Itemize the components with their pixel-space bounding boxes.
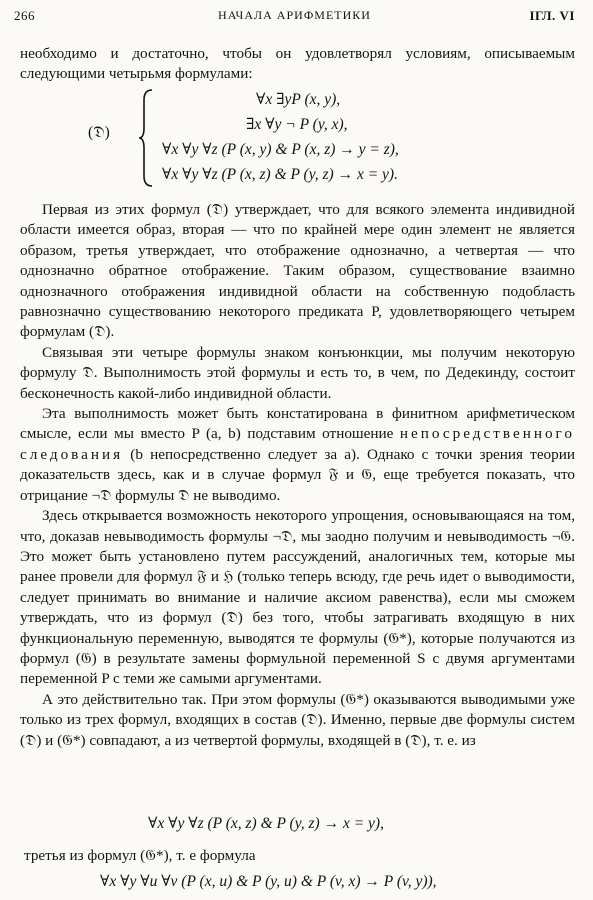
intro-paragraph: необходимо и достаточно, чтобы он удовлетворял условиям, описываемым следующими четырьмя формулами: [20,45,575,83]
running-title: НАЧАЛА АРИФМЕТИКИ [218,8,371,22]
paragraph-3-before: Эта выполнимость может быть констатирована в финитном арифметическом смысле, если мы вместо P (a, b) подставим отношение [20,405,575,443]
formula-line-2: ∀x ∀y ∀u ∀v (P (x, u) & P (y, u) & P (v, x) → P (v, y)), [100,873,437,890]
system-label: (𝔇) [88,124,110,141]
paragraph-3-after: (b непосредственно следует за a). Однако с точки зрения теории доказательств здесь, как и в случае формул 𝔉 и 𝔊, еще требуется показать, что отрицание ¬𝔇 формулы 𝔇 не выводимо. [20,445,575,504]
connector-text: третья из формул (𝔊*), т. е формула [24,847,256,864]
system-formula-3: ∀x ∀y ∀z (P (x, y) & P (x, z) → y = z), [162,141,399,158]
paragraph-1: Первая из этих формул (𝔇) утверждает, что для всякого элемента индивидной области имеется образ, вторая — что по крайней мере один элемент не является образом, третья утверждает, что отображение однозначно, а четвертая — что однозначно обратное отображение. Таким образом, существование взаимно однозначного отображения индивидной области на собственную подобласть равнозначно существованию некоторого предиката P, удовлетворяющего четырем формулам (𝔇). [20,201,575,341]
page-number: 266 [14,8,35,23]
formula-line-1: ∀x ∀y ∀z (P (x, z) & P (y, z) → x = y), [148,815,384,832]
connector-line [20,846,575,866]
left-brace-icon [138,88,154,188]
paragraph-4: Здесь открывается возможность некоторого упрощения, основывающаяся на том, что, доказав невыводимость формулы ¬𝔇, мы заодно получим и невыводимость ¬𝔊. Это может быть установлено путем рассуждений, аналогичных тем, которые мы ранее провели для формул 𝔉 и ℌ (только теперь всюду, где речь идет о выводимости, следует принимать во внимание и наличие аксиом равенства), если мы сможем утверждать, что из формул (𝔇) без того, чтобы затрагивать входящую в них функциональную переменную, выводятся те формулы (𝔊*), которые получаются из формул (𝔊) в результате замены формульной переменной S с двумя аргументами переменной P с теми же самыми аргументами. [20,507,575,688]
system-formula-2: ∃x ∀y ¬ P (y, x), [246,116,348,133]
chapter-marker: ΙГЛ. VI [529,8,575,23]
paragraph-5: А это действительно так. При этом формулы (𝔊*) оказываются выводимыми уже только из трех формул, входящих в состав (𝔇). Именно, первые две формулы систем (𝔇) и (𝔊*) совпадают, а из четвертой формулы, входящей в (𝔇), т. е. из [20,690,575,749]
paragraph-3-spaced-term: непосредственного следования [20,425,575,463]
paragraph-2: Связывая эти четыре формулы знаком конъюнкции, мы получим некоторую формулу 𝔇. Выполнимость этой формулы и есть то, в чем, по Дедекинду, состоит бесконечность какой-либо индивидной области. [20,343,575,402]
system-formula-1: ∀x ∃yP (x, y), [256,91,341,108]
system-formula-4: ∀x ∀y ∀z (P (x, z) & P (y, z) → x = y). [162,166,398,183]
formula-system-D [88,88,488,190]
intro-text [20,44,575,85]
running-header [14,8,575,26]
paragraph-3 [20,404,575,506]
body-text [20,200,575,751]
